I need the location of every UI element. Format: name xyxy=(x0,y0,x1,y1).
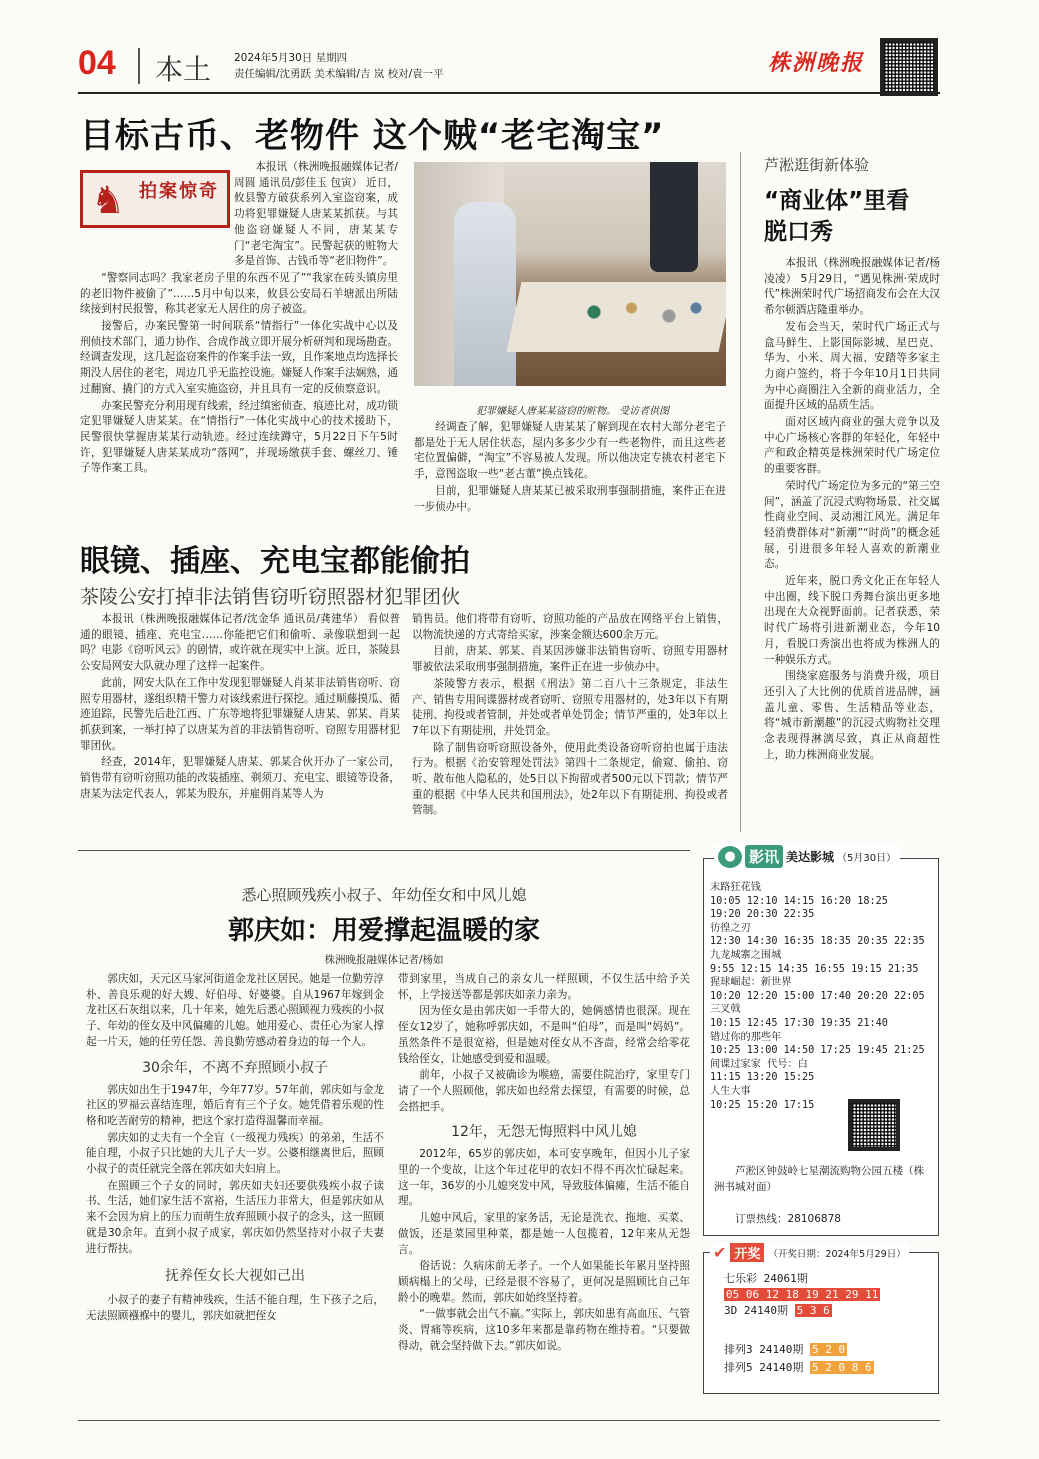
movie-times: 11:15 13:20 15:25 xyxy=(710,1072,815,1084)
lottery-tag: 开奖 xyxy=(730,1243,764,1262)
items-cluster xyxy=(564,292,714,332)
photo-caption: 犯罪嫌疑人唐某某盗窃的赃物。 受访者供图 xyxy=(476,406,670,417)
movie-times: 10:15 12:45 17:30 19:35 21:40 xyxy=(710,1017,888,1029)
story1-para: 经调查了解，犯罪嫌疑人唐某某了解到现在农村大部分老宅子都是处于无人居住状态，屋内多多少少有一些老物件，而且这些老宅位置偏僻，“淘宝”不容易被人发现。所以他决定专挑农村老宅下手，意图盗取一些“老古董”换点钱花。 xyxy=(414,421,726,481)
story2-para: 经查，2014年，犯罪嫌疑人唐某、郭某合伙开办了一家公司，销售带有窃听窃照功能的改装插座、剃须刀、充电宝、眼镜等设备，唐某为法定代表人，郭某为股东，并雇佣肖某等人为 xyxy=(80,756,400,800)
story2-column-right xyxy=(412,612,728,820)
story1-para: 办案民警充分利用现有线索，经过缜密侦查、痕迹比对，成功锁定犯罪嫌疑人唐某某。在“情指行”一体化实战中心的技术援助下，民警很快掌握唐某某行动轨迹。经过连续蹲守，5月22日下午5时许，犯罪嫌疑人唐某某成功“落网”，并现场缴获手套、螺丝刀、锤子等作案工具。 xyxy=(80,399,398,475)
movie-title: 九龙城寨之围城 xyxy=(710,949,782,961)
cinema-name: 美达影城 xyxy=(786,850,835,864)
story3-para: 前年，小叔子又被确诊为喉癌，需要住院治疗，家里专门请了一个人照顾他，郭庆如也经常去探望，有需要的时候，总会搭把手。 xyxy=(398,1069,690,1113)
story2-para: 销售员。他们将带有窃听、窃照功能的产品放在网络平台上销售，以物流快递的方式寄给买家，涉案金额达600余万元。 xyxy=(412,613,728,641)
movie-times: 12:30 14:30 16:35 18:35 20:35 22:35 xyxy=(710,936,925,948)
story1-column-right xyxy=(414,420,726,516)
story2-para: 除了制售窃听窃照设备外，使用此类设备窃听窃拍也属于违法行为。根据《治安管理处罚法》第四十二条规定，偷窥、偷拍、窃听、散布他人隐私的，处5日以下拘留或者500元以下罚款；情节严重的根据《中华人民共和国刑法》，处2年以下有期徒刑、拘役或者管制。 xyxy=(412,741,728,817)
story1-para: 目前，犯罪嫌疑人唐某某已被采取刑事强制措施，案件正在进一步侦办中。 xyxy=(414,484,726,513)
p3-label: 排列3 24140期 xyxy=(724,1343,804,1356)
story3-para: 郭庆如出生于1947年，今年77岁。57年前，郭庆如与金龙社区的罗福云喜结连理，婚后育有三个子女。她凭借着乐观的性格和吃苦耐劳的精神，把这个家打造得温馨而幸福。 xyxy=(86,1083,384,1127)
movie-title: 末路狂花钱 xyxy=(710,882,761,893)
story2-para: 本报讯（株洲晚报融媒体记者/沈金华 通讯员/龚建华） 看似普通的眼镜、插座、充电宝……你能把它们和偷听、录像联想到一起吗？电影《窃听风云》的剧情，或许就在现实中上演。近日，茶陵县公安局网安大队就办理了这样一起案件。 xyxy=(80,613,400,673)
movie-times: 10:25 15:20 17:15 xyxy=(710,1099,815,1111)
badge-label: 拍案惊奇 xyxy=(139,181,219,202)
movie-title: 彷徨之刃 xyxy=(710,922,751,934)
movie-times: 10:05 12:10 14:15 16:20 18:25 19:20 20:30 22:35 xyxy=(710,895,888,921)
movie-title: 错过你的那些年 xyxy=(710,1031,782,1043)
cinema-tag: 影讯 xyxy=(745,845,783,868)
newspaper-logo: 株洲晚报 xyxy=(768,51,865,76)
section-rule xyxy=(78,850,690,851)
story3-subhead: 抚养侄女长大视如己出 xyxy=(165,1268,305,1285)
story2-para: 茶陵警方表示，根据《刑法》第二百八十三条规定，非法生产、销售专用间谍器材或者窃听、窃照专用器材的，处3年以下有期徒刑、拘役或者管制，并处或者单处罚金；情节严重的，处3年以上7年以下有期徒刑，并处罚金。 xyxy=(412,677,728,737)
lottery-date: （开奖日期：2024年5月29日） xyxy=(768,1248,906,1260)
movie-title: 猩球崛起：新世界 xyxy=(710,977,792,989)
movie-title: 人生大事 xyxy=(710,1085,751,1097)
cinema-date: （5月30日） xyxy=(837,853,897,864)
story1-para: “警察同志吗？我家老房子里的东西不见了”“我家在砖头镇房里的老旧物件被偷了”……5月中旬以来，攸县公安局石羊塘派出所陆续接到村民报警，称其老家无人居住的房子被盗。 xyxy=(80,271,398,316)
movie-times: 10:25 13:00 14:50 17:25 19:45 21:25 xyxy=(710,1045,925,1057)
story3-para: 小叔子的妻子有精神残疾，生活不能自理，生下孩子之后，无法照顾襁褓中的婴儿，郭庆如就把侄女 xyxy=(86,1294,384,1322)
story3-column-right xyxy=(398,972,690,1355)
story2-subtitle: 茶陵公安打掉非法销售窃听窃照器材犯罪团伙 xyxy=(80,586,461,608)
sidebar-para: 发布会当天，荣时代广场正式与盒马鲜生、上影国际影城、星巴克、华为、小米、周大福、安踏等多家主力商户签约，将于今年10月1日共同为中心商圈注入全新的商业活力，全面提升区域的品质生活。 xyxy=(764,320,940,412)
sidebar-para: 围绕家庭服务与消费升级，项目还引入了大比例的优质首进品牌，涵盖儿童、零售、生活精品等业态，将“城市新潮趣”的沉浸式购物社交理念表现得淋漓尽致，真正从商超性上，助力株洲商业发展。 xyxy=(764,670,940,761)
film-reel-icon: ● xyxy=(718,846,742,868)
lottery-header xyxy=(710,1243,909,1262)
masthead-rule xyxy=(78,92,940,94)
story2-column-left xyxy=(80,612,400,803)
qlc-label: 七乐彩 24061期 xyxy=(724,1272,808,1285)
person-figure xyxy=(454,202,516,386)
story3-column-left xyxy=(86,972,384,1326)
sidebar-para: 荣时代广场定位为多元的“第三空间”，涵盖了沉浸式购物场景、社交属性商业空间、灵动湘江风光。满足年轻消费群体对“新潮”“时尚”的概念延展，引进很多年轻人喜欢的新潮业态。 xyxy=(764,479,940,571)
cinema-box xyxy=(703,848,939,1236)
story2-para: 目前，唐某、郭某、肖某因涉嫌非法销售窃听、窃照专用器材罪被依法采取刑事强制措施，案件正在进一步侦办中。 xyxy=(412,645,728,674)
story2-headline: 眼镜、插座、充电宝都能偷拍 xyxy=(80,544,470,579)
issue-date: 2024年5月30日 星期四 xyxy=(234,52,348,64)
story1-para: 接警后，办案民警第一时间联系“情指行”一体化实战中心以及刑侦技术部门，通力协作、合成作战立即开展分析研判和现场勘查。经调查发现，这几起盗窃案件的作案手法一致，且作案地点均选择长期没人居住的老宅，周边几乎无监控设施。嫌疑人作案手法娴熟，通过翻窗、撬门的方式入室实施盗窃，并且具有一定的反侦察意识。 xyxy=(80,320,398,395)
qr-code-icon xyxy=(880,38,938,96)
cinema-qr-icon xyxy=(848,1099,900,1151)
story3-subhead: 30余年，不离不弃照顾小叔子 xyxy=(142,1059,328,1076)
sidebar-headline: “商业体”里看脱口秀 xyxy=(764,188,910,245)
editor-credits: 责任编辑/沈勇跃 美术编辑/吉 岚 校对/袁一平 xyxy=(234,68,444,80)
cinema-address: 芦淞区钟鼓岭七星潮流购物公园五楼（株洲书城对面） xyxy=(714,1165,924,1193)
story3-para: 郭庆如的丈夫有一个全盲（一级视力残疾）的弟弟，生活不能自理，小叔子只比她的大儿子大一岁。公婆相继离世后，照顾小叔子的责任就完全落在郭庆如夫妇肩上。 xyxy=(86,1131,384,1176)
stolen-items-photo xyxy=(414,162,726,386)
sidebar-para: 近年来，脱口秀文化正在年轻人中出圈，线下脱口秀舞台演出更多地出现在大众视野面前。记者获悉，荣时代广场将引进新潮业态，今年10月，看脱口秀演出也将成为株洲人的一种娱乐方式。 xyxy=(764,575,940,666)
p5-numbers: 5 2 0 8 6 xyxy=(811,1361,872,1374)
story3-para: 俗话说：久病床前无孝子。一个人如果能长年累月坚持照顾病榻上的父母，已经是很不容易了，更何况是照顾比自己年龄小的晚辈。然而，郭庆如始终坚持着。 xyxy=(398,1260,690,1304)
story2-para: 此前，网安大队在工作中发现犯罪嫌疑人肖某非法销售窃听、窃照专用器材，遂组织精干警力对该线索进行探挖。通过顺藤摸瓜、循迹追踪，民警先后赴江西、广东等地将犯罪嫌疑人唐某、郭某、肖某抓获到案，一举打掉了以唐某为首的非法销售窃听、窃照专用器材犯罪团伙。 xyxy=(80,676,400,752)
sidebar-body xyxy=(764,256,940,765)
story3-para: “一做事就会出气不赢。”实际上，郭庆如患有高血压、气管炎、胃痛等疾病，这10多年来都是靠药物在维持着。“只要做得动，就会坚持做下去。”郭庆如说。 xyxy=(398,1308,690,1352)
story3-byline: 株洲晚报融媒体记者/杨如 xyxy=(324,954,444,966)
qlc-numbers: 05 06 12 18 19 21 29 11 xyxy=(726,1288,879,1301)
section-name: 本土 xyxy=(155,53,212,86)
story3-para: 儿媳中风后，家里的家务活，无论是洗衣、拖地、买菜、做饭，还是菜园里种菜，都是她一人包揽着，12年来从无怨言。 xyxy=(398,1212,690,1256)
page-number: 04 xyxy=(78,44,116,82)
story3-para: 2012年，65岁的郭庆如，本可安享晚年，但因小儿子家里的一个变故，让这个年过花甲的农妇不得不再次忙碌起来。这一年，36岁的小儿媳突发中风，导致肢体偏瘫，生活不能自理。 xyxy=(398,1148,690,1208)
lottery-box xyxy=(703,1243,939,1394)
check-icon: ✔ xyxy=(713,1243,727,1262)
movie-times: 9:55 12:15 14:35 16:55 19:15 21:35 xyxy=(710,963,919,975)
d3-numbers: 5 3 6 xyxy=(796,1304,830,1317)
story1-para: 本报讯（株洲晚报融媒体记者/周圆 通讯员/彭佳玉 包寅） 近日，攸县警方破获系列入室盗窃案，成功将犯罪嫌疑人唐某某抓获。与其他盗窃嫌疑人不同，唐某某专门“老宅淘宝”。民警起获的赃物大多是首饰、古钱币等“老旧物件”。 xyxy=(234,161,398,268)
movie-title: 三叉戟 xyxy=(710,1004,741,1016)
d3-label: 3D 24140期 xyxy=(724,1304,788,1317)
story3-para: 因为侄女是由郭庆如一手带大的，她俩感情也很深。现在侄女12岁了，她称呼郭庆如，不是叫“伯母”，而是叫“妈妈”。虽然条件不是很宽裕，但是她对侄女从不吝啬，经常会给零花钱给侄女，让她感受到爱和温暖。 xyxy=(398,1005,690,1065)
sidebar-kicker: 芦淞逛街新体验 xyxy=(764,156,870,174)
story3-para: 带到家里，当成自己的亲女儿一样照顾，不仅生活中给予关怀，上学接送等都是郭庆如亲力亲为。 xyxy=(398,973,690,1001)
story3-headline: 郭庆如：用爱撑起温暖的家 xyxy=(227,916,540,946)
story3-para: 郭庆如，天元区马家河街道金龙社区居民。她是一位勤劳淳朴、善良乐观的好大嫂、好伯母、好婆婆。自从1967年嫁到金龙社区石灰组以来，几十年来，她先后悉心照顾视力残疾的小叔子、年幼的侄女及中风偏瘫的儿媳。她用爱心、责任心为家人撑起一片天，她的任劳任怨、善良勤劳感动着身边的每一个人。 xyxy=(86,973,384,1048)
showtimes-list xyxy=(710,881,932,1112)
cinema-header xyxy=(714,845,900,868)
story1-column-left xyxy=(80,160,398,478)
p3-numbers: 5 2 0 xyxy=(811,1343,846,1356)
story3-kicker: 悉心照顾残疾小叔子、年幼侄女和中风儿媳 xyxy=(241,886,527,904)
movie-times: 10:20 12:20 15:00 17:40 20:20 22:05 xyxy=(710,990,925,1002)
story3-subhead: 12年，无怨无悔照料中风儿媳 xyxy=(451,1124,637,1141)
sidebar-para: 面对区域内商业的强大竞争以及中心广场核心客群的年轻化，年轻中产和政企精英是株洲荣时代广场定位的重要客群。 xyxy=(764,416,940,476)
movie-title: 间谍过家家 代号：白 xyxy=(710,1058,808,1070)
sidebar-para: 本报讯（株洲晚报融媒体记者/杨凌凌） 5月29日，“遇见株洲·荣成时代”株洲荣时代广场招商发布会在大汉希尔顿酒店隆重举办。 xyxy=(764,257,940,317)
story3-para: 在照顾三个子女的同时，郭庆如夫妇还要供残疾小叔子读书、生活，她们家生活不富裕，生活压力非常大，但是郭庆如从来不会因为肩上的压力而萌生放弃照顾小叔子的念头，这一照顾就是30余年。直到小叔子成家，郭庆如仍然坚持对小叔子夫妻进行帮扶。 xyxy=(86,1179,384,1255)
cinema-phone: 订票热线：28106878 xyxy=(735,1213,841,1225)
footer-rule xyxy=(78,1420,940,1421)
horse-icon: ♞ xyxy=(91,178,126,222)
story1-headline: 目标古币、老物件 这个贼“老宅淘宝” xyxy=(80,116,665,156)
p5-label: 排列5 24140期 xyxy=(724,1361,804,1374)
